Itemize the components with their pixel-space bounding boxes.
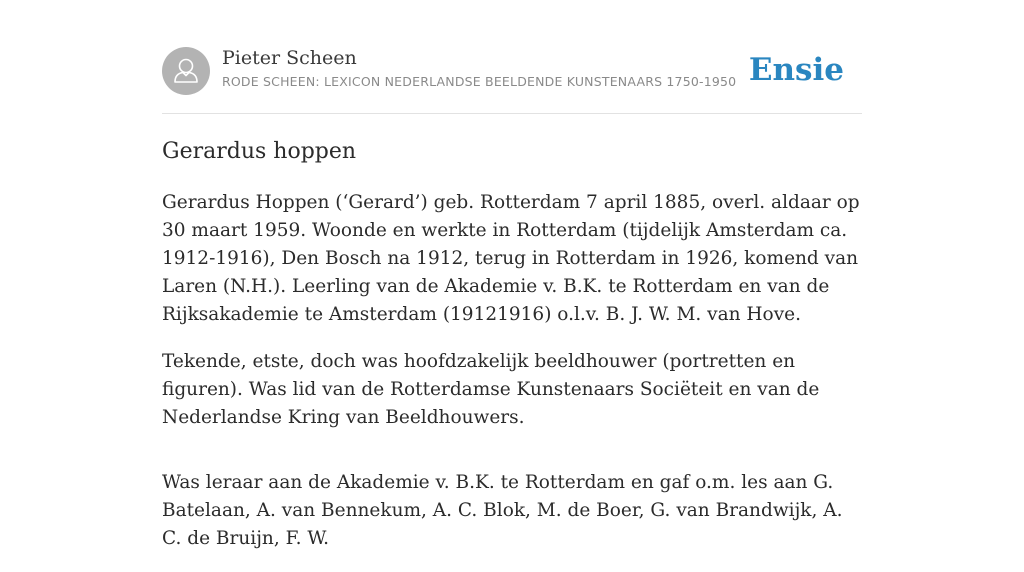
paragraph-3: Was leraar aan de Akademie v. B.K. te Rotterdam en gaf o.m. les aan G. Batelaan, A. van Bennekum, A. C. Blok, M. de Boer, G. van Brandwijk, A. C. de Bruijn, F. W. [162,472,843,549]
user-silhouette-icon [162,47,210,95]
ensie-logo[interactable]: Ensie [748,52,844,88]
page-title: Gerardus hoppen [162,139,357,164]
source-label[interactable]: RODE SCHEEN: LEXICON NEDERLANDSE BEELDENDE KUNSTENAARS 1750-1950 [222,74,737,89]
article-body [162,189,864,572]
paragraph-2: Tekende, etste, doch was hoofdzakelijk beeldhouwer (portretten en figuren). Was lid van de Rotterdamse Kunstenaars Sociëteit en van de Nederlandse Kring van Beeldhouwers. [162,351,820,428]
avatar[interactable] [162,47,210,95]
paragraph-1: Gerardus Hoppen (‘Gerard’) geb. Rotterdam 7 april 1885, overl. aldaar op 30 maart 1959. Woonde en werkte in Rotterdam (tijdelijk Amsterdam ca. 1912-1916), Den Bosch na 1912, terug in Rotterdam in 1926, komend van Laren (N.H.). Leerling van de Akademie v. B.K. te Rotterdam en van de Rijksakademie te Amsterdam (19121916) o.l.v. B. J. W. M. van Hove. [162,192,860,325]
header-divider [162,113,862,114]
article-header [162,46,862,96]
author-name[interactable]: Pieter Scheen [222,47,357,69]
